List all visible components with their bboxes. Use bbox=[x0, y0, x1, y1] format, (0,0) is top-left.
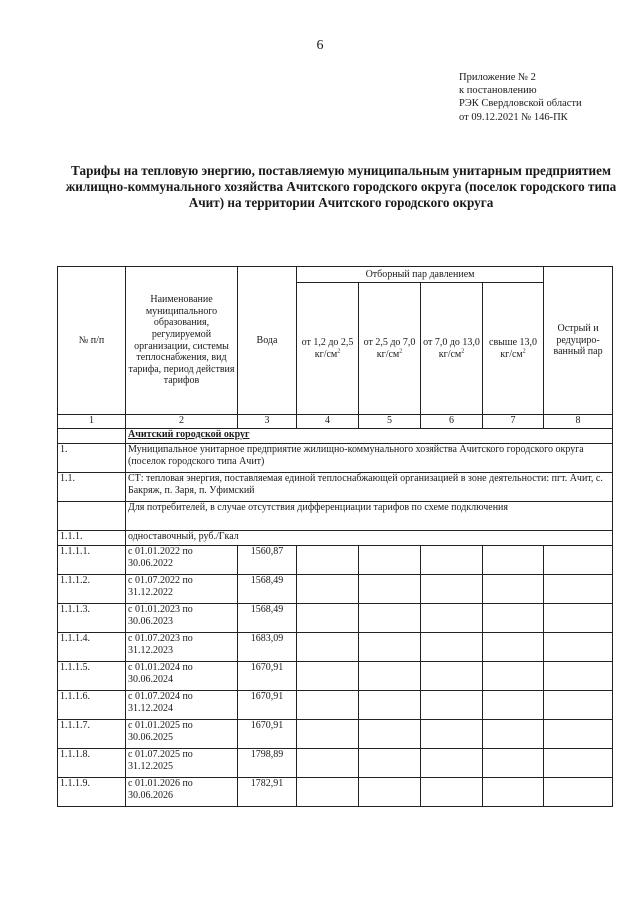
table-row bbox=[58, 633, 613, 662]
column-number: 5 bbox=[359, 415, 421, 429]
header-water: Вода bbox=[238, 267, 297, 415]
row-num: 1.1.1.9. bbox=[58, 778, 126, 807]
row-pressure-1-value bbox=[297, 749, 359, 778]
section-row bbox=[58, 429, 613, 444]
row-pressure-2-value bbox=[359, 604, 421, 633]
table-row bbox=[58, 778, 613, 807]
appendix-line: РЭК Свердловской области bbox=[459, 98, 582, 110]
row-pressure-4-value bbox=[483, 691, 544, 720]
row-pressure-3-value bbox=[421, 691, 483, 720]
column-number: 4 bbox=[297, 415, 359, 429]
row-num: 1.1.1.8. bbox=[58, 749, 126, 778]
row-water-value: 1670,91 bbox=[238, 662, 297, 691]
row-sharp-steam-value bbox=[544, 546, 613, 575]
row-pressure-2-value bbox=[359, 720, 421, 749]
row-pressure-2-value bbox=[359, 691, 421, 720]
row-pressure-4-value bbox=[483, 575, 544, 604]
row-sharp-steam-value bbox=[544, 575, 613, 604]
row-sharp-steam-value bbox=[544, 778, 613, 807]
column-number: 2 bbox=[126, 415, 238, 429]
row-pressure-1-value bbox=[297, 575, 359, 604]
row-num: 1.1.1.2. bbox=[58, 575, 126, 604]
table-row bbox=[58, 604, 613, 633]
tariff-name: одноставочный, руб./Гкал bbox=[126, 531, 613, 546]
system-row bbox=[58, 473, 613, 502]
row-num: 1.1.1.7. bbox=[58, 720, 126, 749]
row-pressure-4-value bbox=[483, 720, 544, 749]
row-pressure-3-value bbox=[421, 749, 483, 778]
section-num-cell bbox=[58, 429, 126, 444]
table-row bbox=[58, 720, 613, 749]
row-water-value: 1560,87 bbox=[238, 546, 297, 575]
row-pressure-2-value bbox=[359, 633, 421, 662]
row-pressure-3-value bbox=[421, 546, 483, 575]
row-pressure-1-value bbox=[297, 662, 359, 691]
row-water-value: 1782,91 bbox=[238, 778, 297, 807]
row-sharp-steam-value bbox=[544, 749, 613, 778]
row-pressure-4-value bbox=[483, 633, 544, 662]
table-row bbox=[58, 691, 613, 720]
tariff-table bbox=[57, 266, 613, 807]
row-num: 1.1.1.6. bbox=[58, 691, 126, 720]
row-pressure-4-value bbox=[483, 546, 544, 575]
appendix-line: от 09.12.2021 № 146-ПК bbox=[459, 111, 568, 123]
header-pressure-3: от 7,0 до 13,0 $кг/см^2$ bbox=[421, 283, 483, 415]
org-row bbox=[58, 444, 613, 473]
row-pressure-3-value bbox=[421, 633, 483, 662]
org-name: Муниципальное унитарное предприятие жилищно-коммунального хозяйства Ачитского городского округа (поселок городского типа Ачит) bbox=[126, 444, 613, 473]
system-name: СТ: тепловая энергия, поставляемая единой теплоснабжающей организацией в зоне деятельности: пгт. Ачит, с. Бакряж, п. Заря, п. Уфимский bbox=[126, 473, 613, 502]
row-sharp-steam-value bbox=[544, 662, 613, 691]
row-pressure-3-value bbox=[421, 662, 483, 691]
row-num: 1.1.1.4. bbox=[58, 633, 126, 662]
row-period: с 01.07.2023 по 31.12.2023 bbox=[126, 633, 238, 662]
row-pressure-3-value bbox=[421, 575, 483, 604]
table-row bbox=[58, 749, 613, 778]
tariff-type-row bbox=[58, 531, 613, 546]
row-num: 1.1.1.3. bbox=[58, 604, 126, 633]
header-name: Наименование муниципального образования, регулируемой организации, системы теплоснабжения, вид тарифа, период действия тарифов bbox=[126, 267, 238, 415]
page-number: 6 bbox=[316, 38, 324, 53]
system-num: 1.1. bbox=[58, 473, 126, 502]
row-num: 1.1.1.1. bbox=[58, 546, 126, 575]
row-pressure-1-value bbox=[297, 778, 359, 807]
row-water-value: 1683,09 bbox=[238, 633, 297, 662]
header-sharp-steam: Острый и редуциро-ванный пар bbox=[544, 267, 613, 415]
column-number-row bbox=[58, 415, 613, 429]
appendix-block bbox=[459, 71, 582, 124]
document-title: Тарифы на тепловую энергию, поставляемую муниципальным унитарным предприятием жилищно-коммунального хозяйства Ачитского городского округа (поселок городского типа Ачит) на территории Ачитского городского округа bbox=[65, 163, 617, 210]
row-pressure-1-value bbox=[297, 720, 359, 749]
consumers-num-cell bbox=[58, 502, 126, 531]
consumers-text: Для потребителей, в случае отсутствия дифференциации тарифов по схеме подключения bbox=[126, 502, 613, 531]
row-period: с 01.07.2022 по 31.12.2022 bbox=[126, 575, 238, 604]
consumers-row bbox=[58, 502, 613, 531]
header-steam-group: Отборный пар давлением bbox=[297, 267, 544, 283]
row-sharp-steam-value bbox=[544, 633, 613, 662]
row-pressure-2-value bbox=[359, 546, 421, 575]
row-period: с 01.01.2024 по 30.06.2024 bbox=[126, 662, 238, 691]
row-pressure-2-value bbox=[359, 575, 421, 604]
row-period: с 01.01.2026 по 30.06.2026 bbox=[126, 778, 238, 807]
row-pressure-4-value bbox=[483, 778, 544, 807]
tariff-num: 1.1.1. bbox=[58, 531, 126, 546]
row-pressure-3-value bbox=[421, 604, 483, 633]
row-period: с 01.01.2023 по 30.06.2023 bbox=[126, 604, 238, 633]
org-num: 1. bbox=[58, 444, 126, 473]
row-pressure-4-value bbox=[483, 662, 544, 691]
row-water-value: 1568,49 bbox=[238, 604, 297, 633]
table-row bbox=[58, 662, 613, 691]
section-title: Ачитский городской округ bbox=[126, 429, 613, 444]
appendix-line: Приложение № 2 bbox=[459, 72, 536, 83]
row-period: с 01.07.2024 по 31.12.2024 bbox=[126, 691, 238, 720]
row-period: с 01.07.2025 по 31.12.2025 bbox=[126, 749, 238, 778]
row-sharp-steam-value bbox=[544, 604, 613, 633]
row-pressure-3-value bbox=[421, 778, 483, 807]
row-sharp-steam-value bbox=[544, 691, 613, 720]
row-pressure-3-value bbox=[421, 720, 483, 749]
row-pressure-2-value bbox=[359, 778, 421, 807]
row-period: с 01.01.2025 по 30.06.2025 bbox=[126, 720, 238, 749]
table-row bbox=[58, 546, 613, 575]
header-pressure-2: от 2,5 до 7,0 $кг/см^2$ bbox=[359, 283, 421, 415]
header-pressure-1: от 1,2 до 2,5 $кг/см^2$ bbox=[297, 283, 359, 415]
header-pressure-4: свыше 13,0 $кг/см^2$ bbox=[483, 283, 544, 415]
row-pressure-1-value bbox=[297, 691, 359, 720]
table-row bbox=[58, 575, 613, 604]
header-num: № п/п bbox=[58, 267, 126, 415]
row-num: 1.1.1.5. bbox=[58, 662, 126, 691]
row-water-value: 1798,89 bbox=[238, 749, 297, 778]
row-pressure-1-value bbox=[297, 546, 359, 575]
row-sharp-steam-value bbox=[544, 720, 613, 749]
column-number: 3 bbox=[238, 415, 297, 429]
column-number: 6 bbox=[421, 415, 483, 429]
row-pressure-2-value bbox=[359, 749, 421, 778]
row-pressure-1-value bbox=[297, 633, 359, 662]
column-number: 8 bbox=[544, 415, 613, 429]
row-pressure-2-value bbox=[359, 662, 421, 691]
appendix-line: к постановлению bbox=[459, 85, 537, 97]
column-number: 7 bbox=[483, 415, 544, 429]
row-pressure-4-value bbox=[483, 604, 544, 633]
row-water-value: 1670,91 bbox=[238, 720, 297, 749]
row-pressure-1-value bbox=[297, 604, 359, 633]
row-period: с 01.01.2022 по 30.06.2022 bbox=[126, 546, 238, 575]
column-number: 1 bbox=[58, 415, 126, 429]
row-water-value: 1670,91 bbox=[238, 691, 297, 720]
row-water-value: 1568,49 bbox=[238, 575, 297, 604]
row-pressure-4-value bbox=[483, 749, 544, 778]
